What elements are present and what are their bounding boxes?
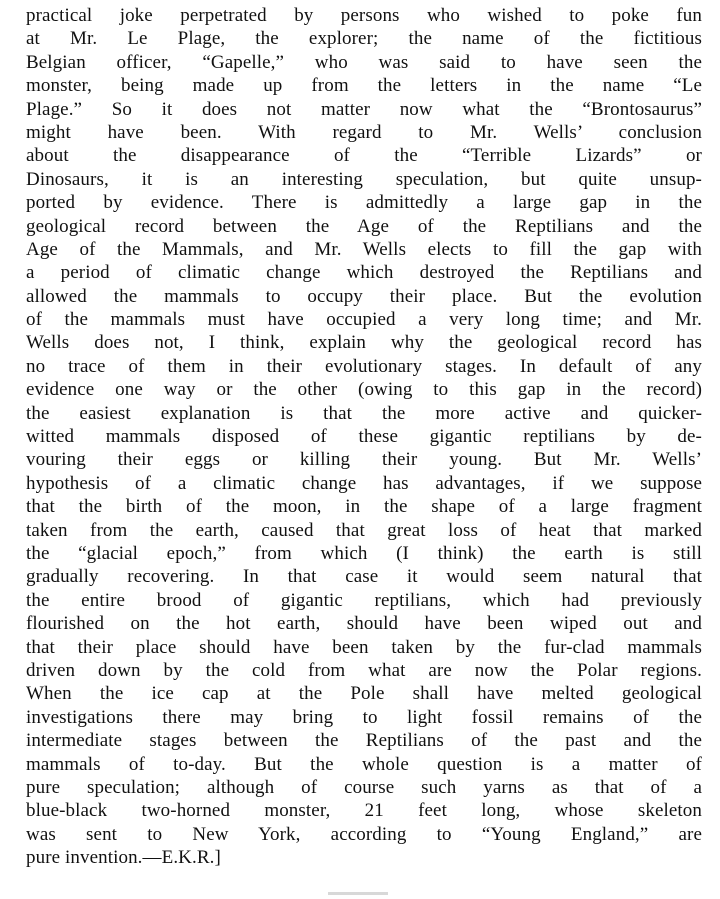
text-line: Age of the Mammals, and Mr. Wells elects to fill the gap with xyxy=(26,238,702,260)
text-line: monster, being made up from the letters in the name “Le xyxy=(26,75,702,97)
page-bottom-divider xyxy=(328,892,388,895)
text-line: evidence one way or the other (owing to this gap in the record) xyxy=(26,379,702,401)
text-line-last: pure invention.—E.K.R.] xyxy=(26,847,221,869)
text-line: at Mr. Le Plage, the explorer; the name of the fictitious xyxy=(26,28,702,50)
text-line: taken from the earth, caused that great loss of heat that marked xyxy=(26,519,702,541)
text-line: intermediate stages between the Reptilians of the past and the xyxy=(26,730,702,752)
text-line: the “glacial epoch,” from which (I think) the earth is still xyxy=(26,542,702,564)
text-line: Belgian officer, “Gapelle,” who was said to have seen the xyxy=(26,51,702,73)
text-line: blue-black two-horned monster, 21 feet long, whose skeleton xyxy=(26,800,702,822)
text-line: was sent to New York, according to “Young England,” are xyxy=(26,823,702,845)
text-line: the entire brood of gigantic reptilians, which had previously xyxy=(26,589,702,611)
text-line: driven down by the cold from what are now the Polar regions. xyxy=(26,659,702,681)
text-line: pure speculation; although of course such yarns as that of a xyxy=(26,776,702,798)
text-line: about the disappearance of the “Terrible Lizards” or xyxy=(26,145,702,167)
text-line: flourished on the hot earth, should have been wiped out and xyxy=(26,613,702,635)
text-line: ported by evidence. There is admittedly a large gap in the xyxy=(26,192,702,214)
text-line: allowed the mammals to occupy their place. But the evolution xyxy=(26,285,702,307)
text-line: Dinosaurs, it is an interesting speculation, but quite unsup- xyxy=(26,168,702,190)
text-line: that the birth of the moon, in the shape of a large fragment xyxy=(26,496,702,518)
text-line: practical joke perpetrated by persons who wished to poke fun xyxy=(26,5,702,26)
text-line: gradually recovering. In that case it would seem natural that xyxy=(26,566,702,588)
article-text xyxy=(26,4,702,869)
text-line: investigations there may bring to light fossil remains of the xyxy=(26,706,702,728)
text-line: mammals of to-day. But the whole question is a matter of xyxy=(26,753,702,775)
text-line: hypothesis of a climatic change has advantages, if we suppose xyxy=(26,472,702,494)
text-line: no trace of them in their evolutionary stages. In default of any xyxy=(26,355,702,377)
text-line: Plage.” So it does not matter now what the “Brontosaurus” xyxy=(26,98,702,120)
text-line: that their place should have been taken by the fur-clad mammals xyxy=(26,636,702,658)
text-line: geological record between the Age of the Reptilians and the xyxy=(26,215,702,237)
text-line: Wells does not, I think, explain why the geological record has xyxy=(26,332,702,354)
text-line: a period of climatic change which destroyed the Reptilians and xyxy=(26,262,702,284)
text-line: witted mammals disposed of these gigantic reptilians by de- xyxy=(26,426,702,448)
text-line: the easiest explanation is that the more active and quicker- xyxy=(26,402,702,424)
text-line: vouring their eggs or killing their young. But Mr. Wells’ xyxy=(26,449,702,471)
text-line: When the ice cap at the Pole shall have melted geological xyxy=(26,683,702,705)
text-line: might have been. With regard to Mr. Wells’ conclusion xyxy=(26,121,702,143)
text-line: of the mammals must have occupied a very long time; and Mr. xyxy=(26,309,702,331)
